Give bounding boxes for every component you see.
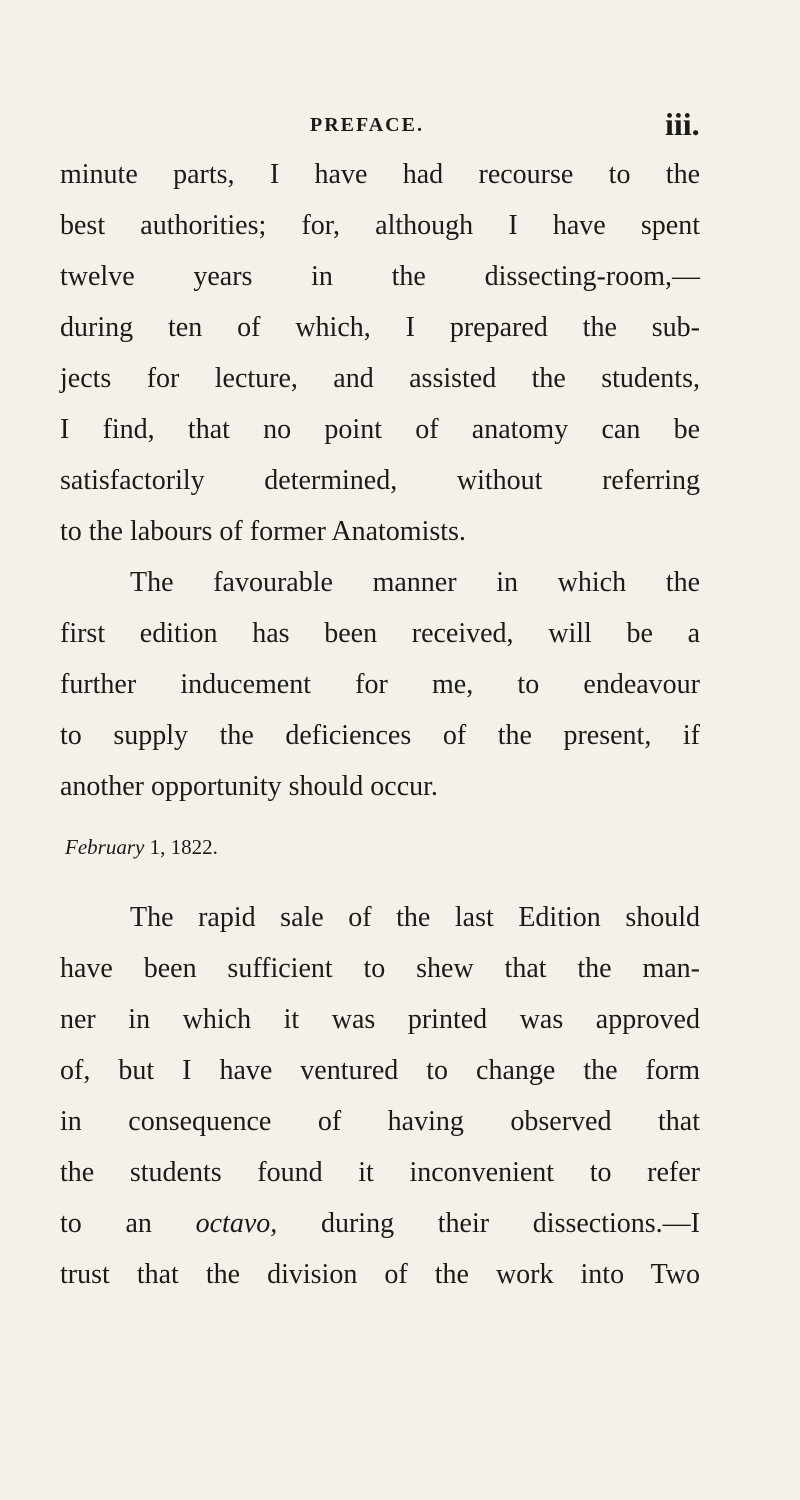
dateline-rest: 1, 1822. [144, 835, 218, 859]
text-line: ner in which it was printed was approved [60, 1004, 700, 1035]
text-line: satisfactorily determined, without referring [60, 465, 700, 496]
text-line: trust that the division of the work into Two [60, 1259, 700, 1290]
text-fragment: to an [60, 1208, 196, 1239]
text-line: in consequence of having observed that [60, 1106, 700, 1137]
text-line: I find, that no point of anatomy can be [60, 414, 700, 445]
text-line: further inducement for me, to endeavour [60, 669, 700, 700]
page-header [0, 106, 800, 150]
page-number: iii. [665, 106, 700, 142]
text-line: the students found it inconvenient to refer [60, 1157, 700, 1188]
text-fragment: during their dissections.—I [277, 1208, 700, 1239]
dateline [60, 812, 700, 882]
text-line: to supply the deficiences of the present, if [60, 720, 700, 751]
text-line [60, 1198, 700, 1249]
running-head: PREFACE. [310, 114, 424, 136]
paragraph-gap [60, 882, 700, 892]
text-line: another opportunity should occur. [60, 771, 438, 802]
body-text [60, 149, 700, 1300]
text-line: first edition has been received, will be a [60, 618, 700, 649]
text-line: minute parts, I have had recourse to the [60, 159, 700, 190]
text-line: to the labours of former Anatomists. [60, 516, 466, 547]
text-line: during ten of which, I prepared the sub- [60, 312, 700, 343]
dateline-month: February [65, 835, 145, 859]
text-line: twelve years in the dissecting-room,— [60, 261, 700, 292]
italic-word: octavo, [195, 1208, 278, 1239]
text-line: have been sufficient to shew that the man- [60, 953, 700, 984]
paragraph-3 [60, 892, 700, 1300]
text-line: The rapid sale of the last Edition should [130, 902, 700, 933]
text-line: best authorities; for, although I have spent [60, 210, 700, 241]
paragraph-2 [60, 557, 700, 812]
text-line: The favourable manner in which the [130, 567, 700, 598]
text-line: of, but I have ventured to change the form [60, 1055, 700, 1086]
text-line: jects for lecture, and assisted the students, [60, 363, 700, 394]
paragraph-1 [60, 149, 700, 557]
